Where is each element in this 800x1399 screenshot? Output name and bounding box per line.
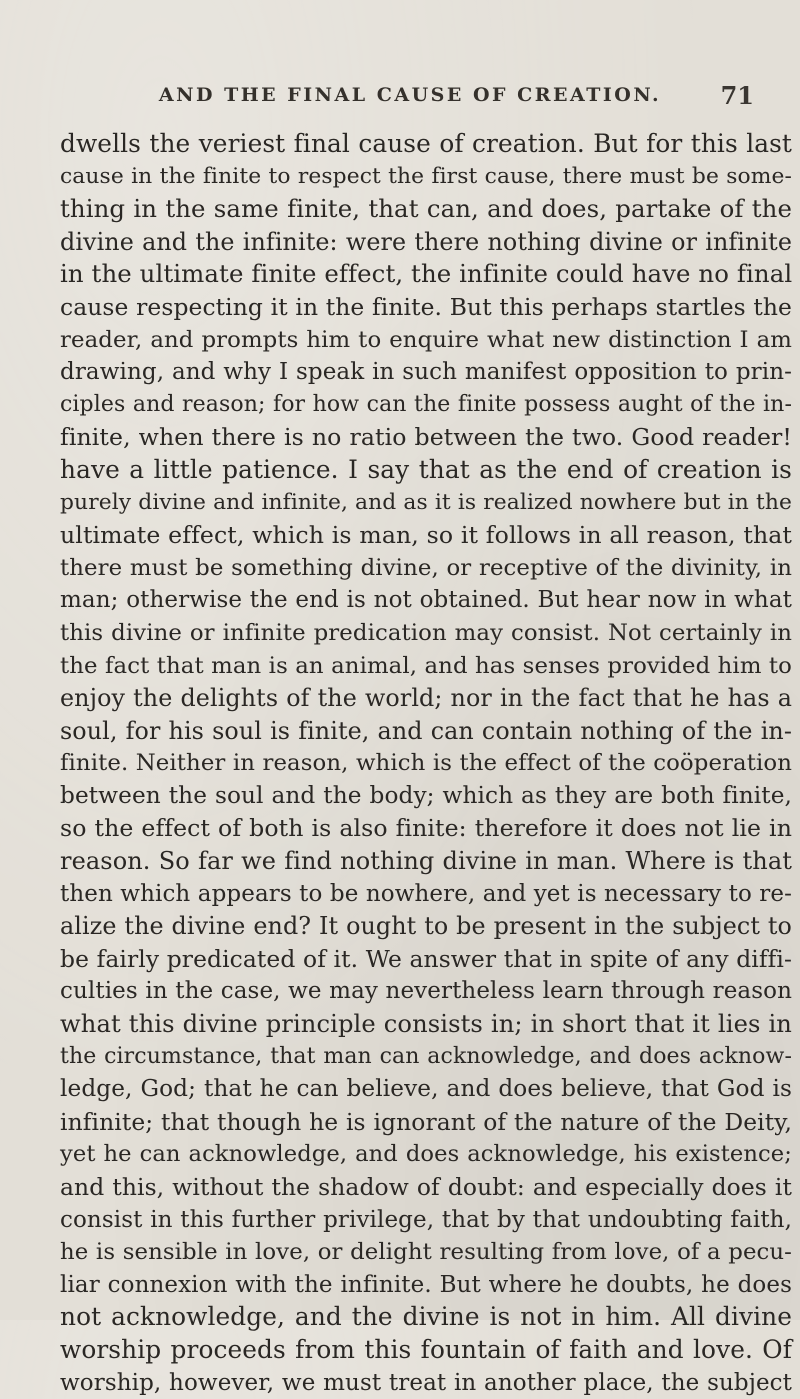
- text-line: worship, however, we must treat in another place, the subject: [60, 1369, 792, 1396]
- running-head: [60, 80, 760, 110]
- text-line: purely divine and infinite, and as it is realized nowhere but in the: [60, 489, 792, 515]
- text-line: what this divine principle consists in; in short that it lies in: [60, 1010, 792, 1039]
- text-line: reader, and prompts him to enquire what new distinction I am: [60, 326, 792, 353]
- text-line: cause in the finite to respect the first cause, there must be some-: [60, 163, 792, 189]
- text-line: cause respecting it in the finite. But this perhaps startles the: [60, 292, 792, 321]
- text-line: between the soul and the body; which as they are both finite,: [60, 781, 792, 809]
- text-line: thing in the same finite, that can, and does, partake of the: [60, 194, 792, 224]
- text-line: this divine or infinite predication may consist. Not certainly in: [60, 619, 792, 646]
- text-line: consist in this further privilege, that by that undoubting faith,: [60, 1206, 792, 1233]
- text-line: be fairly predicated of it. We answer that in spite of any diffi-: [60, 944, 792, 973]
- text-line: worship proceeds from this fountain of faith and love. Of: [60, 1334, 792, 1364]
- text-line: soul, for his soul is finite, and can contain nothing of the in-: [60, 716, 792, 745]
- text-line: in the ultimate finite effect, the infinite could have no final: [60, 259, 793, 289]
- text-line: ultimate effect, which is man, so it follows in all reason, that: [60, 521, 792, 550]
- text-line: and this, without the shadow of doubt: and especially does it: [60, 1173, 792, 1201]
- text-line: infinite; that though he is ignorant of the nature of the Deity,: [60, 1107, 792, 1136]
- text-line: have a little patience. I say that as the end of creation is: [60, 454, 792, 484]
- text-line: finite, when there is no ratio between the two. Good reader!: [60, 423, 792, 452]
- text-line: alize the divine end? It ought to be present in the subject to: [60, 912, 792, 941]
- text-line: then which appears to be nowhere, and yet is necessary to re-: [60, 880, 792, 907]
- text-line: so the effect of both is also finite: therefore it does not lie in: [60, 814, 792, 843]
- text-line: ciples and reason; for how can the finite possess aught of the in-: [60, 391, 792, 417]
- text-line: culties in the case, we may nevertheless learn through reason: [60, 978, 792, 1005]
- body-paragraph: [60, 128, 792, 1399]
- text-line: there must be something divine, or receptive of the divinity, in: [60, 554, 792, 581]
- text-line: drawing, and why I speak in such manifest opposition to prin-: [60, 359, 792, 386]
- text-line: ledge, God; that he can believe, and does believe, that God is: [60, 1075, 792, 1103]
- text-line: not acknowledge, and the divine is not in him. All divine: [60, 1302, 792, 1332]
- running-title: AND THE FINAL CAUSE OF CREATION.: [158, 84, 662, 106]
- text-line: enjoy the delights of the world; nor in the fact that he has a: [60, 684, 792, 713]
- text-line: the fact that man is an animal, and has senses provided him to: [60, 652, 792, 679]
- text-line: man; otherwise the end is not obtained. But hear now in what: [60, 587, 792, 614]
- text-line: dwells the veriest final cause of creation. But for this last: [60, 129, 792, 158]
- text-line: divine and the infinite: were there nothing divine or infinite: [60, 227, 792, 256]
- text-line: finite. Neither in reason, which is the effect of the coöperation: [60, 750, 792, 777]
- page-number: 71: [720, 80, 754, 110]
- text-line: reason. So far we find nothing divine in man. Where is that: [60, 847, 792, 876]
- text-line: the circumstance, that man can acknowledge, and does acknow-: [60, 1043, 792, 1069]
- text-line: yet he can acknowledge, and does acknowledge, his existence;: [60, 1141, 792, 1168]
- text-line: he is sensible in love, or delight resulting from love, of a pecu-: [60, 1239, 792, 1266]
- text-line: liar connexion with the infinite. But where he doubts, he does: [60, 1271, 792, 1298]
